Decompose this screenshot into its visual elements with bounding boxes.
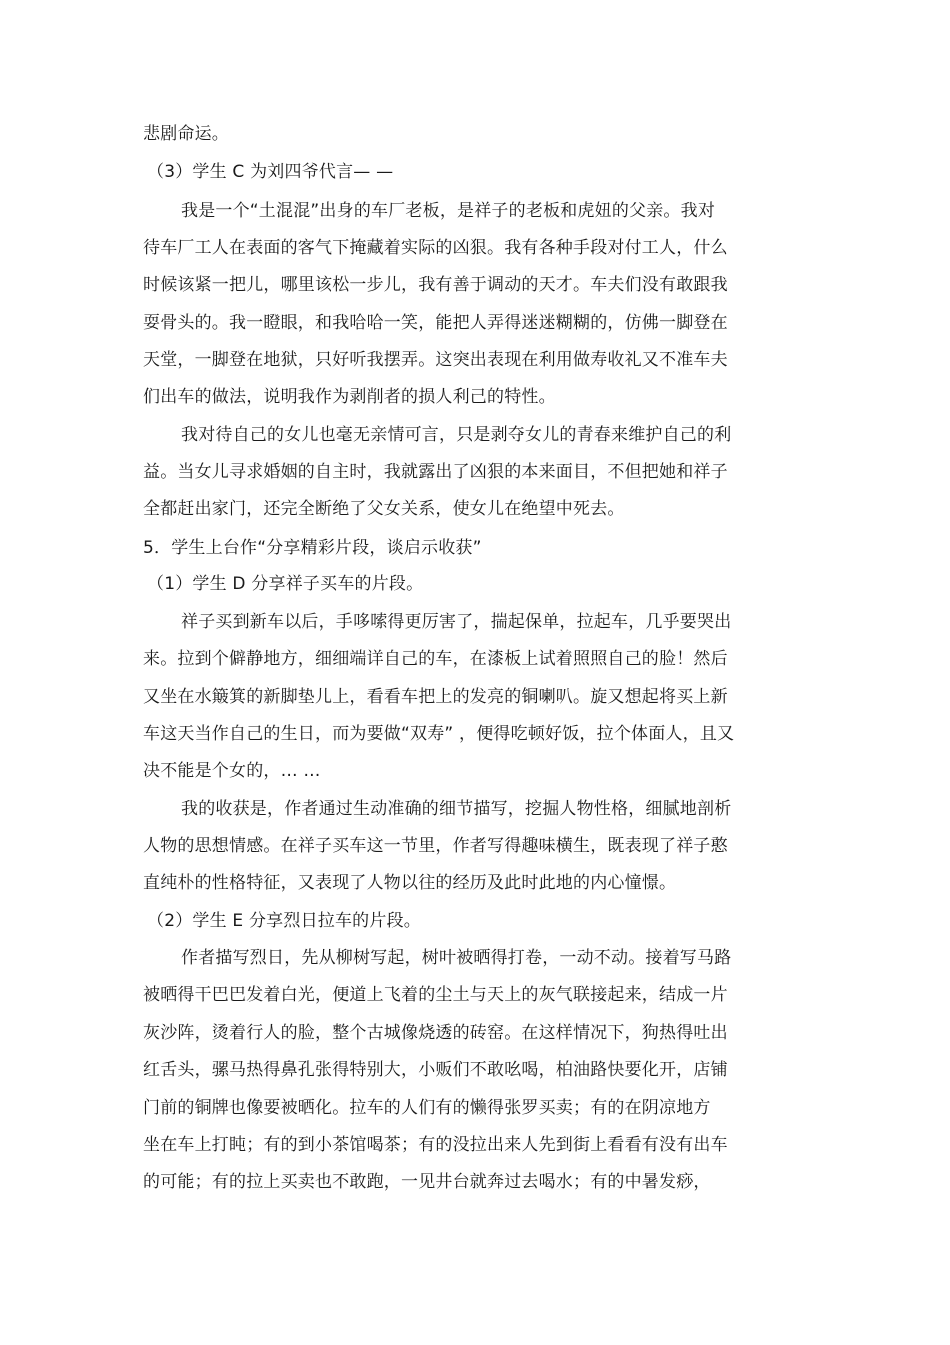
text-line: 门前的铜牌也像要被晒化。拉车的人们有的懒得张罗买卖；有的在阴凉地方 <box>143 1098 711 1118</box>
text-line: 灰沙阵，烫着行人的脸，整个古城像烧透的砖窑。在这样情况下，狗热得吐出 <box>143 1023 728 1043</box>
text-line: 待车厂工人在表面的客气下掩藏着实际的凶狠。我有各种手段对付工人，什么 <box>143 238 728 258</box>
section-heading: （1）学生 D 分享祥子买车的片段。 <box>147 574 424 594</box>
text-line: 车这天当作自己的生日，而为要做“双寿” ，便得吃顿好饭，拉个体面人，且又 <box>143 724 735 744</box>
text-line: 坐在车上打盹；有的到小茶馆喝茶；有的没拉出来人先到街上看看有没有出车 <box>143 1135 728 1155</box>
text-line: 悲剧命运。 <box>143 124 229 144</box>
text-line: 又坐在水簸箕的新脚垫儿上，看看车把上的发亮的铜喇叭。旋又想起将买上新 <box>143 687 728 707</box>
text-line: 作者描写烈日，先从柳树写起，树叶被晒得打卷，一动不动。接着写马路 <box>181 948 732 968</box>
text-line: 天堂，一脚登在地狱，只好听我摆弄。这突出表现在利用做寿收礼又不准车夫 <box>143 350 728 370</box>
text-line: 我是一个“土混混”出身的车厂老板，是祥子的老板和虎妞的父亲。我对 <box>181 201 716 221</box>
text-line: 我的收获是，作者通过生动准确的细节描写，挖掘人物性格，细腻地剖析 <box>181 799 732 819</box>
text-line: 红舌头，骡马热得鼻孔张得特别大，小贩们不敢吆喝，柏油路快要化开，店铺 <box>143 1060 728 1080</box>
section-heading: （2）学生 E 分享烈日拉车的片段。 <box>147 911 421 931</box>
text-line: 时候该紧一把儿，哪里该松一步儿，我有善于调动的天才。车夫们没有敢跟我 <box>143 275 728 295</box>
text-line: 被晒得干巴巴发着白光，便道上飞着的尘土与天上的灰气联接起来，结成一片 <box>143 985 728 1005</box>
text-line: 决不能是个女的，… … <box>143 761 321 781</box>
text-line: 们出车的做法，说明我作为剥削者的损人利己的特性。 <box>143 387 556 407</box>
section-heading: 5．学生上台作“分享精彩片段，谈启示收获” <box>143 538 482 558</box>
section-heading: （3）学生 C 为刘四爷代言— — <box>147 162 394 182</box>
text-line: 的可能；有的拉上买卖也不敢跑，一见井台就奔过去喝水；有的中暑发痧， <box>143 1172 711 1192</box>
text-line: 全都赶出家门，还完全断绝了父女关系，使女儿在绝望中死去。 <box>143 499 625 519</box>
text-line: 益。当女儿寻求婚姻的自主时，我就露出了凶狠的本来面目，不但把她和祥子 <box>143 462 728 482</box>
text-line: 人物的思想情感。在祥子买车这一节里，作者写得趣味横生，既表现了祥子憨 <box>143 836 728 856</box>
text-line: 祥子买到新车以后，手哆嗦得更厉害了，揣起保单，拉起车，几乎要哭出 <box>181 612 732 632</box>
text-line: 我对待自己的女儿也毫无亲情可言，只是剥夺女儿的青春来维护自己的利 <box>181 425 732 445</box>
text-line: 耍骨头的。我一瞪眼，和我哈哈一笑，能把人弄得迷迷糊糊的，仿佛一脚登在 <box>143 313 728 333</box>
text-line: 直纯朴的性格特征，又表现了人物以往的经历及此时此地的内心憧憬。 <box>143 873 677 893</box>
text-line: 来。拉到个僻静地方，细细端详自己的车，在漆板上试着照照自己的脸！然后 <box>143 649 728 669</box>
